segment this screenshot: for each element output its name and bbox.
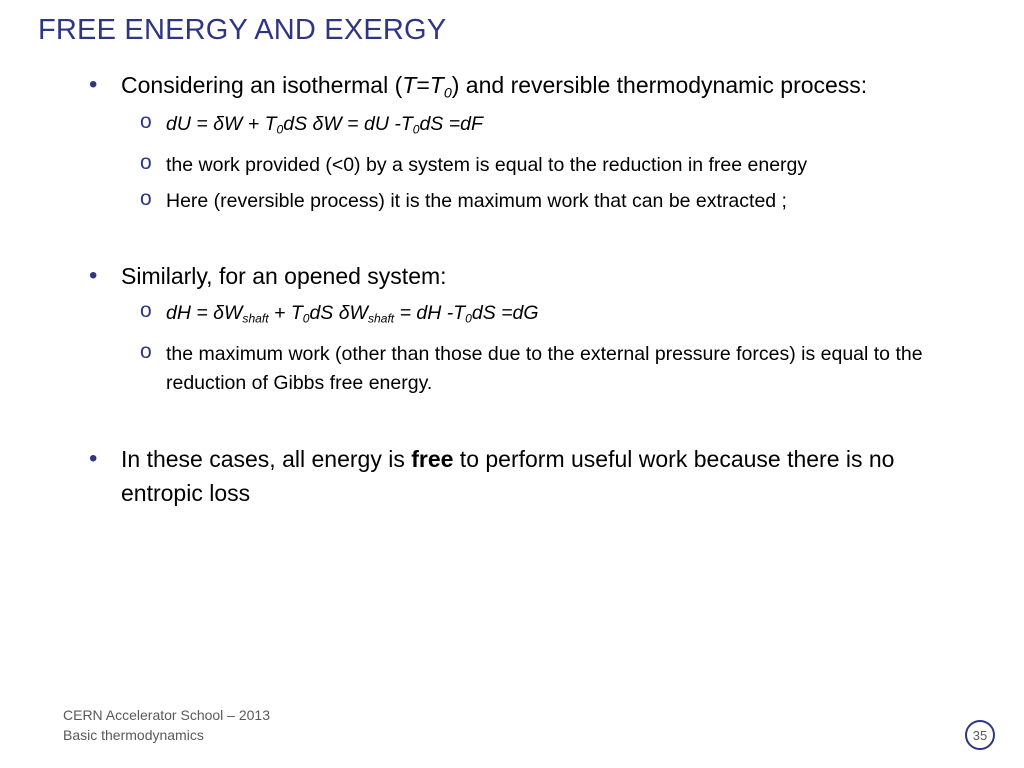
bullet-marker: • bbox=[89, 445, 98, 472]
sub-bullet-marker: o bbox=[140, 187, 152, 210]
bullet-isothermal: • Considering an isothermal $(T=T_0)$ and reversible thermodynamic process: bbox=[121, 68, 981, 102]
footer-course: Basic thermodynamics bbox=[63, 727, 204, 743]
sub-bullet-gibbs: o the maximum work (other than those due to the external pressure forces) is equal to the reduction of Gibbs free energy. bbox=[166, 340, 981, 398]
sub-bullet-work-provided: o the work provided (<0) by a system is equal to the reduction in free energy bbox=[166, 151, 981, 180]
slide-title: FREE ENERGY AND EXERGY bbox=[38, 14, 447, 46]
bullet-free-energy: • In these cases, all energy is free to perform useful work because there is no entropic loss bbox=[121, 442, 981, 510]
bullet-marker: • bbox=[89, 71, 98, 98]
sub-bullet-du-equation: o dU = $\delta W + T_0dS$ δW = dU $-T_0dS =dF$ bbox=[166, 110, 981, 139]
sub-bullet-marker: o bbox=[140, 110, 152, 133]
bullet-marker: • bbox=[89, 262, 98, 289]
sub-bullet-marker: o bbox=[140, 151, 152, 174]
sub-bullet-dh-equation: o dH = $\delta W_{shaft} + T_0dS$ $\delta W_{shaft}$ = dH $-T_0dS =dG$ bbox=[166, 299, 981, 328]
sub-bullet-marker: o bbox=[140, 340, 152, 363]
bullet-opened-system: • Similarly, for an opened system: bbox=[121, 259, 981, 293]
sub-bullet-maximum-work: o Here (reversible process) it is the maximum work that can be extracted ; bbox=[166, 187, 981, 216]
page-number: 35 bbox=[965, 720, 995, 750]
sub-bullet-marker: o bbox=[140, 299, 152, 322]
footer-school: CERN Accelerator School – 2013 bbox=[63, 707, 270, 723]
